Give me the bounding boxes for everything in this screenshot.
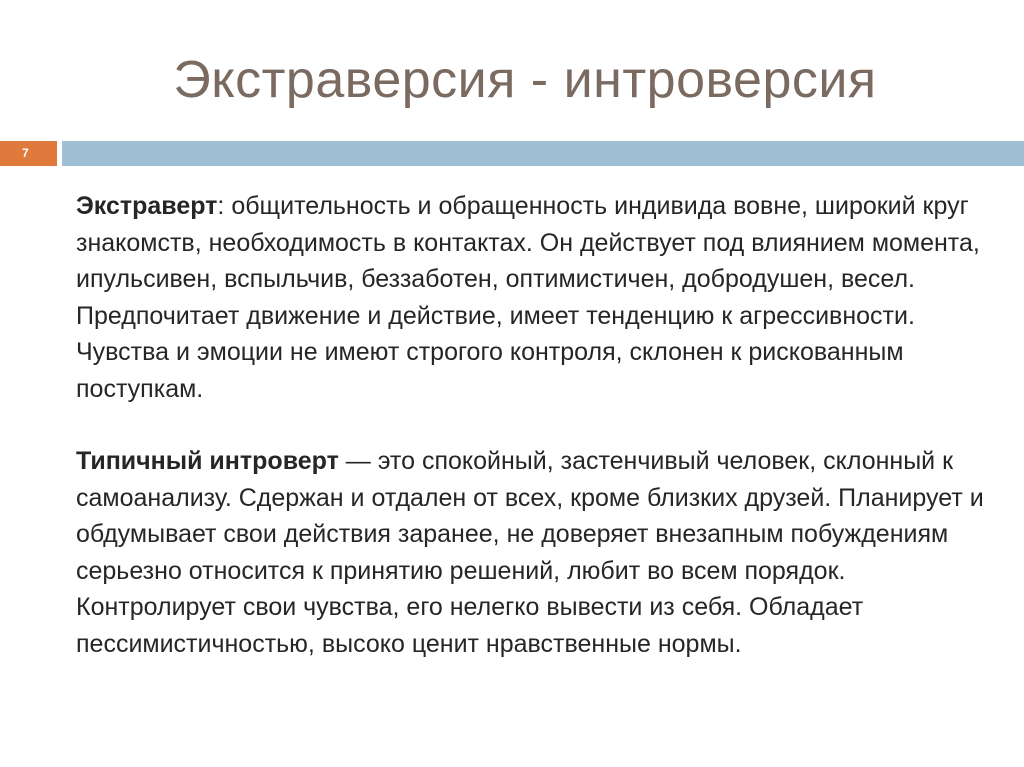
slide-content [76,188,996,662]
paragraph-introvert-text: — это спокойный, застенчивый человек, склонный к самоанализу. Сдержан и отдален от всех, кроме близких друзей. Планирует и обдумывает свои действия заранее, не доверяет внезапным побуждениям серьезно относится к принятию решений, любит во всем порядок. Контролирует свои чувства, его нелегко вывести из себя. Обладает пессимистичностью, высоко ценит нравственные нормы. [76,447,984,658]
paragraph-introvert [76,443,996,662]
term-introvert: Типичный интроверт [76,447,339,475]
paragraph-extravert-text: : общительность и обращенность индивида вовне, широкий круг знакомств, необходимость в контактах. Он действует под влиянием момента, ипульсивен, вспыльчив, беззаботен, оптимистичен, добродушен, весел. Предпочитает движение и действие, имеет тенденцию к агрессивности. Чувства и эмоции не имеют строгого контроля, склонен к рискованным поступкам. [76,192,980,403]
header-bar [62,141,1024,166]
paragraph-extravert [76,188,996,407]
term-extravert: Экстраверт [76,192,218,220]
slide-title: Экстраверсия - интроверсия [173,51,877,109]
slide-number: 7 [0,141,57,166]
